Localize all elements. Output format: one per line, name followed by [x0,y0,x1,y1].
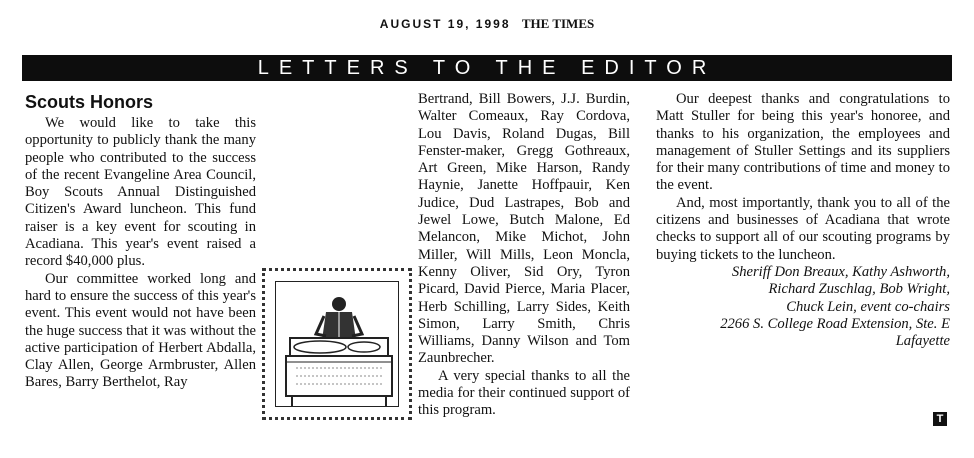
desk-figure-icon [276,282,402,410]
paragraph-2: Our committee worked long and hard to ensure the success of this year's event. This event would not have been the huge success that it was without the active participation of Herbert Abdalla, Clay Allen, George Armbruster, Allen Bares, Barry Berthelot, Ray [25,270,256,391]
times-logo-badge: T [933,412,947,426]
paragraph-3: Bertrand, Bill Bowers, J.J. Burdin, Walter Comeaux, Ray Cordova, Lou Davis, Roland Dugas, Bill Fenster-maker, Gregg Gothreaux, Art Green, Mike Harson, Randy Haynie, Janette Hoffpauir, Ken Judice, Dud Lastrapes, Bob and Jewel Lowe, Butch Malone, Ed Melancon, Mike Michot, John Miller, Will Mills, Leon Moncla, Kenny Oliver, Sid Ory, Tyron Picard, David Pierce, Maria Placer, Herb Schilling, Larry Sides, Keith Simon, Larry Smith, Chris Williams, Danny Wilson and Tom Zaunbrecher. [330,91,630,368]
section-banner: LETTERS TO THE EDITOR [22,55,952,81]
masthead-paper-name: THE TIMES [521,16,595,31]
signature-line-1: Sheriff Don Breaux, Kathy Ashworth, [731,263,950,280]
signature-line-3: Chuck Lein, event co-chairs [786,298,950,315]
paragraph-4: A very special thanks to all the media for their continued support of this program. [418,367,630,419]
paragraph-6: And, most importantly, thank you to all of the citizens and businesses of Acadiana that wrote checks to support all of our scouting programs by buying tickets to the luncheon. [656,194,950,263]
masthead [0,16,974,32]
stamp-illustration [262,268,412,420]
signature-line-5: Lafayette [895,333,950,350]
signature-line-4: 2266 S. College Road Extension, Ste. E [720,315,950,332]
signature-block [656,264,950,350]
paragraph-1: We would like to take this opportunity to publicly thank the many people who contributed to the success of the recent Evangeline Area Council, Boy Scouts Annual Distinguished Citizen's Award luncheon. This fund raiser is a key event for scouting in Acadiana. This year's event raised a record $40,000 plus. [25,115,256,270]
masthead-date: AUGUST 19, 1998 [379,17,511,31]
article-headline: Scouts Honors [25,92,154,112]
article-column-3 [656,91,950,350]
signature-line-2: Richard Zuschlag, Bob Wright, [768,281,950,298]
article-column-1 [25,91,256,392]
stamp-frame [275,281,399,407]
paragraph-5: Our deepest thanks and congratulations to Matt Stuller for being this year's honoree, and thanks to his organization, the employees and management of Stuller Settings and its suppliers for their many contributions of time and money to the event. [656,91,950,194]
